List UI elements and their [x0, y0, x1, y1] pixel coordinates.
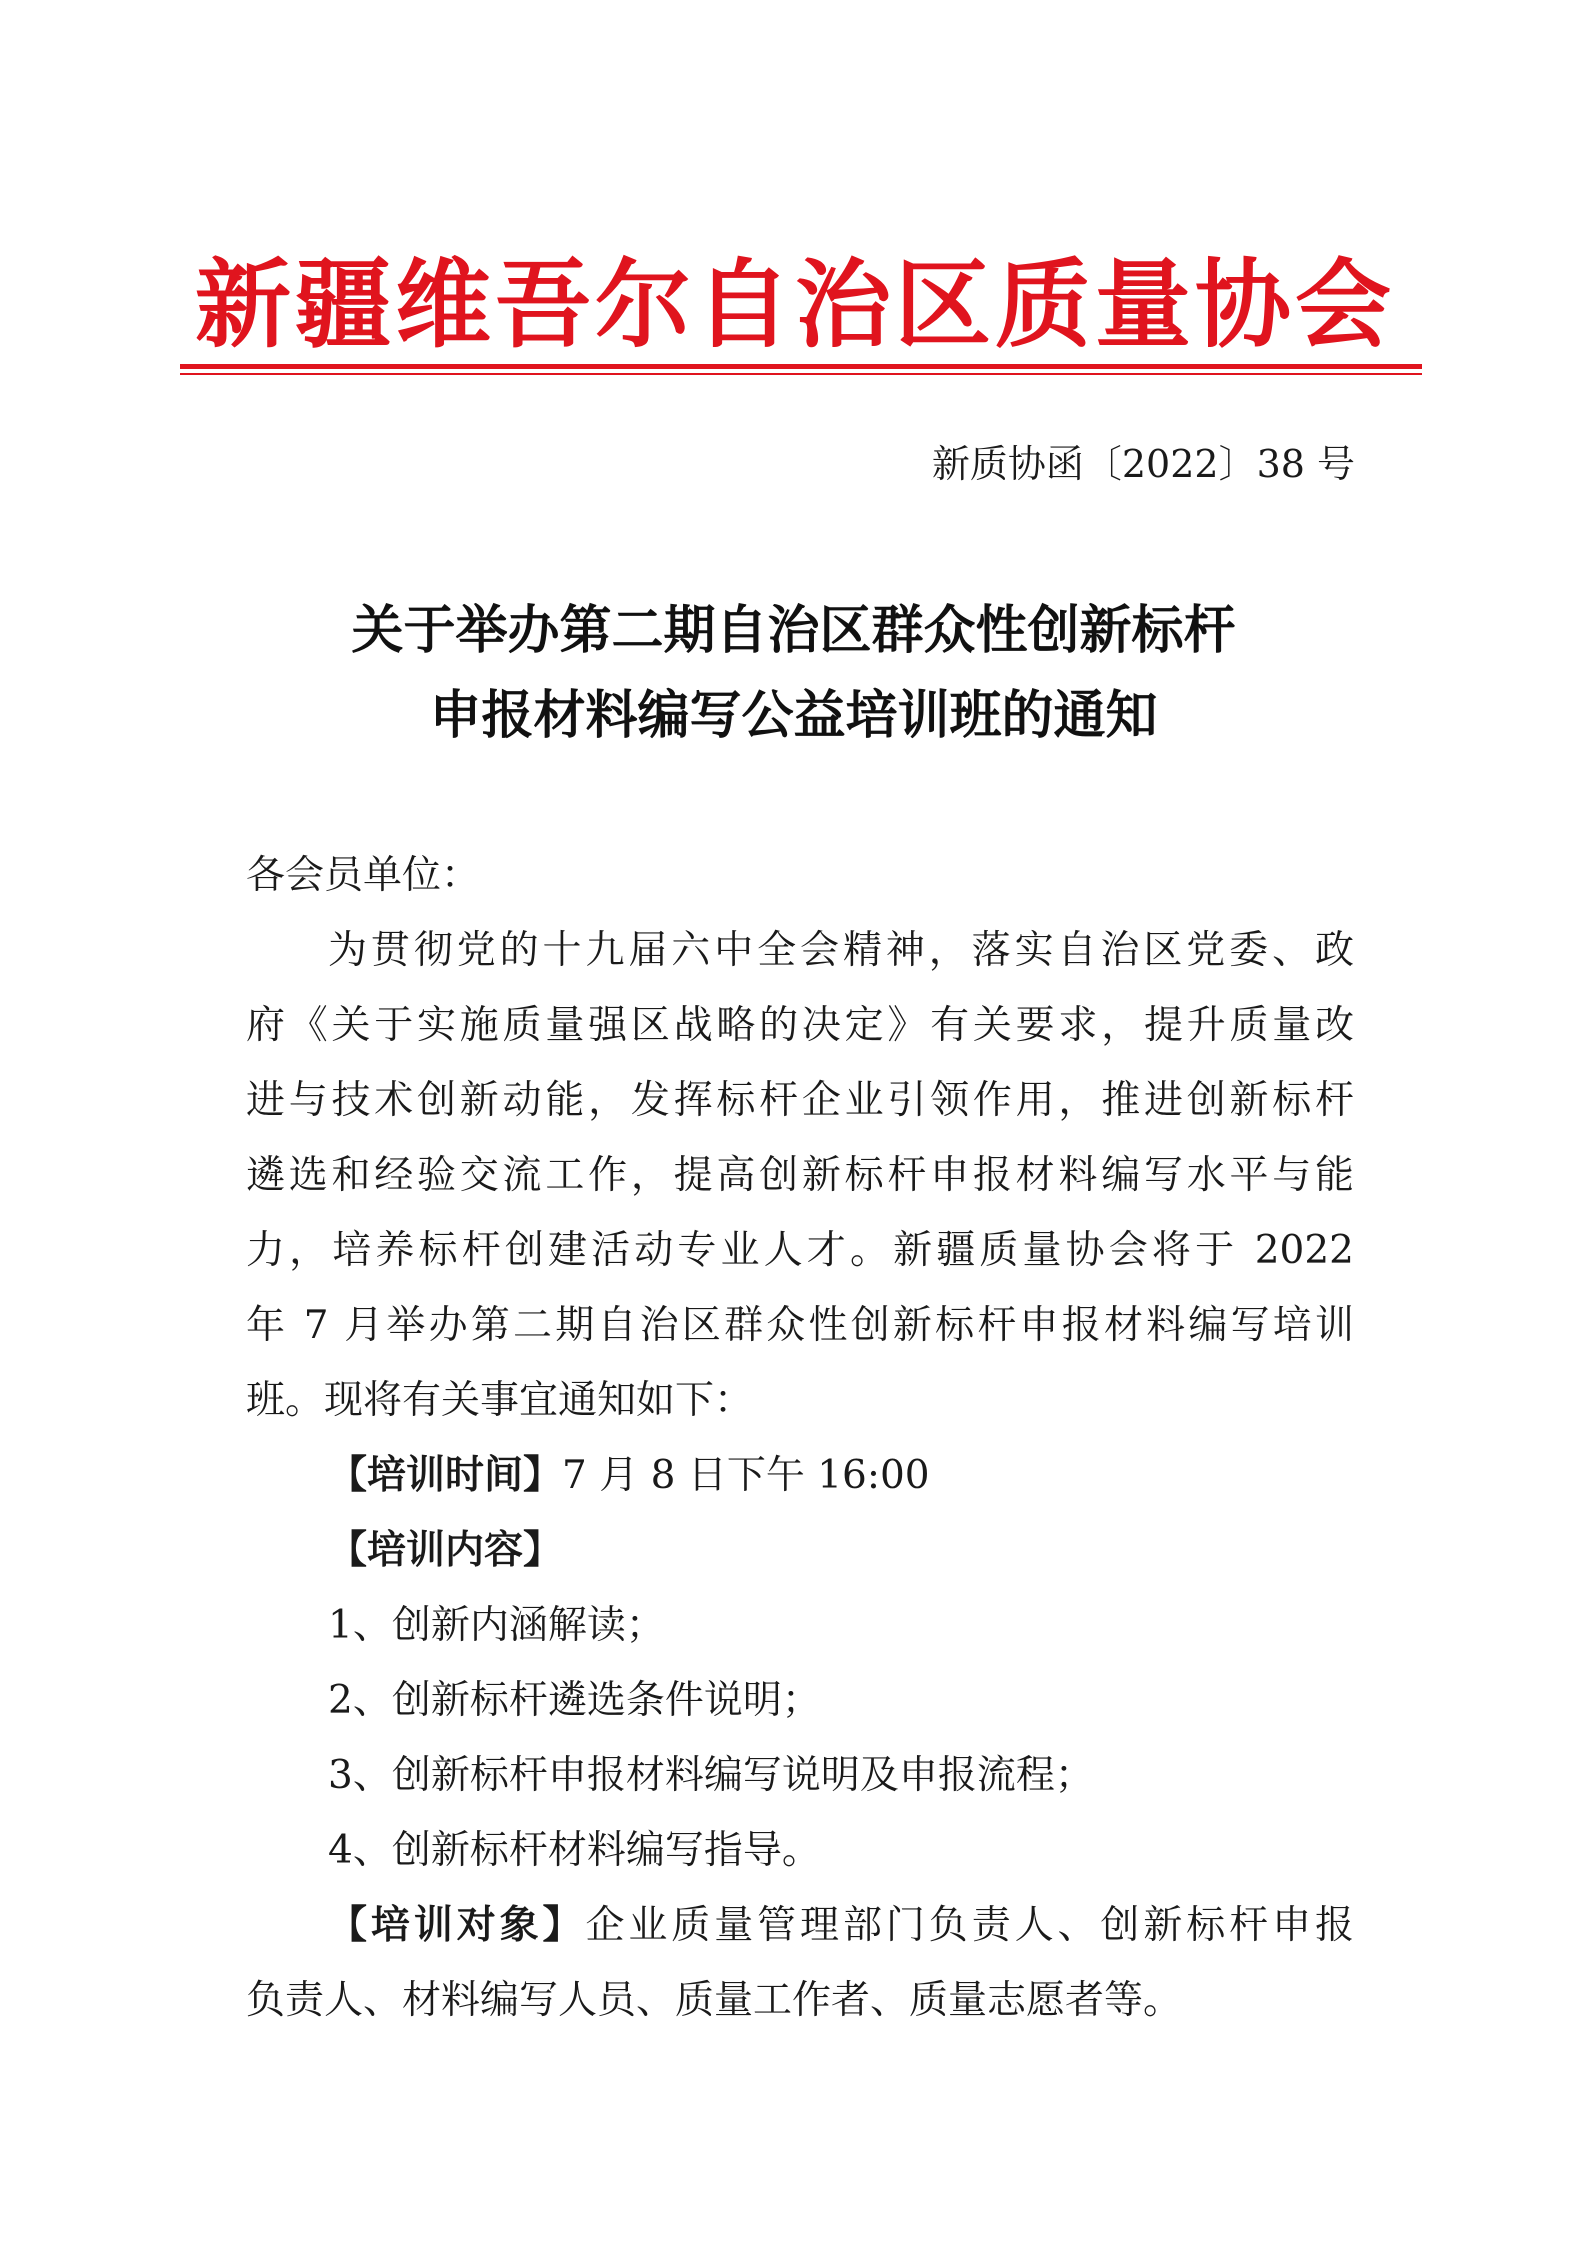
training-content-heading	[246, 1513, 1354, 1588]
intro-line-1: 为贯彻党的十九届六中全会精神，落实自治区党委、政	[328, 928, 1354, 973]
training-time-label: 【培训时间】	[328, 1452, 563, 1498]
training-time	[246, 1438, 1354, 1513]
intro-line-5: 力，培养标杆创建活动专业人才。新疆质量协会将于 2022	[246, 1228, 1354, 1273]
intro-line-2: 府《关于实施质量强区战略的决定》有关要求，提升质量改	[246, 1003, 1354, 1048]
content-item-4: 4、创新标杆材料编写指导。	[328, 1828, 821, 1873]
letterhead-divider-thick	[180, 364, 1422, 369]
training-time-value: 7 月 8 日下午 16:00	[562, 1453, 930, 1498]
training-target-label: 【培训对象】	[328, 1902, 586, 1948]
letterhead-org-name: 新疆维吾尔自治区质量协会	[195, 249, 1395, 361]
letterhead-divider-thin	[180, 373, 1422, 375]
notice-body	[246, 838, 1354, 2038]
content-item-3: 3、创新标杆申报材料编写说明及申报流程；	[328, 1753, 1094, 1798]
salutation: 各会员单位：	[246, 853, 481, 898]
intro-line-7: 班。现将有关事宜通知如下：	[246, 1378, 754, 1423]
content-item-2: 2、创新标杆遴选条件说明；	[328, 1678, 821, 1723]
intro-line-4: 遴选和经验交流工作，提高创新标杆申报材料编写水平与能	[246, 1153, 1354, 1198]
content-item-1: 1、创新内涵解读；	[328, 1603, 665, 1648]
training-target-line-1	[246, 1888, 1354, 1963]
notice-title-line-2: 申报材料编写公益培训班的通知	[429, 685, 1158, 746]
training-target-line-2: 负责人、材料编写人员、质量工作者、质量志愿者等。	[246, 1978, 1183, 2023]
intro-line-3: 进与技术创新动能，发挥标杆企业引领作用，推进创新标杆	[246, 1078, 1354, 1123]
notice-title-line-1: 关于举办第二期自治区群众性创新标杆	[351, 600, 1236, 661]
intro-line-6: 年 7 月举办第二期自治区群众性创新标杆申报材料编写培训	[246, 1303, 1354, 1348]
document-number: 新质协函〔2022〕38 号	[931, 442, 1355, 486]
training-content-label: 【培训内容】	[328, 1527, 563, 1573]
training-target-value-1: 企业质量管理部门负责人、创新标杆申报	[585, 1903, 1354, 1948]
